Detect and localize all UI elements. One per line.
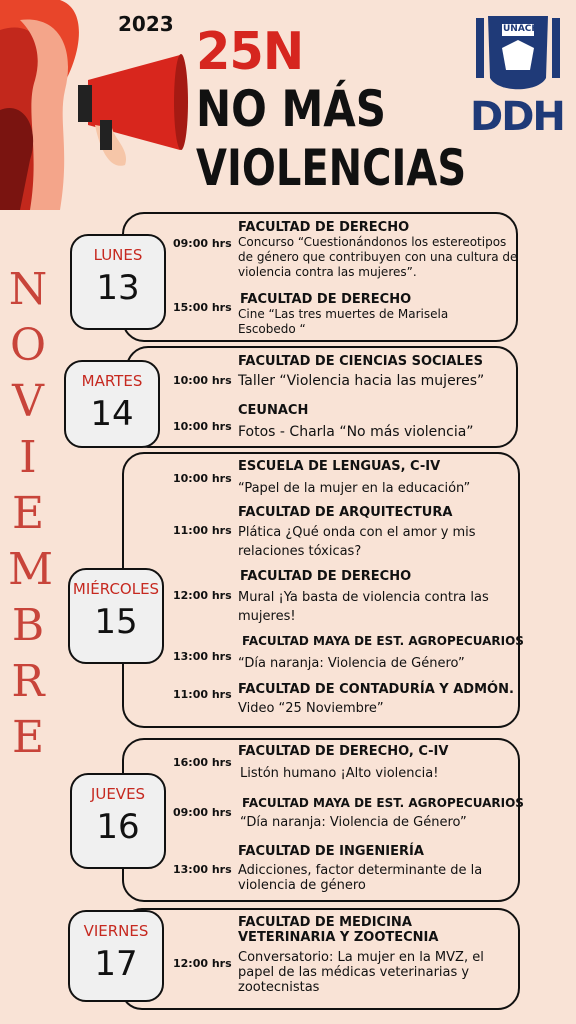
event-faculty: FACULTAD MAYA DE EST. AGROPECUARIOS [242, 796, 524, 810]
event-faculty: CEUNACH [238, 403, 309, 418]
month-letter: V [12, 376, 44, 427]
event-desc: “Día naranja: Violencia de Género” [240, 815, 467, 830]
event-time: 16:00 hrs [173, 756, 232, 769]
event-desc: Fotos - Charla “No más violencia” [238, 424, 474, 440]
month-letter: O [9, 320, 47, 371]
day-name: JUEVES [90, 785, 146, 803]
day-name: VIERNES [83, 922, 149, 940]
logo-bottom-text: DDH [470, 94, 564, 140]
day-number: 15 [94, 602, 138, 642]
day-box-jueves [70, 773, 166, 869]
event-faculty: FACULTAD DE DERECHO [238, 220, 410, 235]
event-faculty: FACULTAD DE DERECHO [240, 292, 412, 307]
event-faculty: FACULTAD DE DERECHO [240, 569, 412, 584]
event-desc: “Papel de la mujer en la educación” [238, 481, 471, 496]
event-faculty: FACULTAD DE MEDICINA VETERINARIA Y ZOOTECNIA [238, 915, 439, 945]
month-letter: N [8, 264, 48, 315]
event-faculty: FACULTAD DE CIENCIAS SOCIALES [238, 354, 483, 369]
day-number: 14 [90, 394, 134, 434]
event-time: 09:00 hrs [173, 237, 232, 250]
day-number: 16 [96, 807, 140, 847]
day-name: MARTES [81, 372, 143, 390]
event-faculty: FACULTAD DE CONTADURÍA Y ADMÓN. [238, 682, 514, 697]
event-time: 11:00 hrs [173, 688, 232, 701]
day-name: MIÉRCOLES [72, 580, 160, 598]
event-desc: “Día naranja: Violencia de Género” [238, 656, 465, 671]
day-number: 17 [94, 944, 138, 984]
day-box-lunes [70, 234, 166, 330]
event-desc: Conversatorio: La mujer en la MVZ, el papel de las médicas veterinarias y zootecnistas [238, 950, 484, 995]
event-time: 09:00 hrs [173, 806, 232, 819]
day-box-viernes [68, 910, 164, 1002]
event-time: 13:00 hrs [173, 650, 232, 663]
event-time: 12:00 hrs [173, 957, 232, 970]
title-line-2: VIOLENCIAS [196, 139, 467, 197]
year-label: 2023 [118, 12, 174, 36]
month-letter: I [19, 432, 37, 483]
month-vertical [8, 262, 54, 766]
month-letter: B [11, 600, 45, 651]
logo-top-text: UNACH [503, 24, 539, 34]
event-time: 10:00 hrs [173, 420, 232, 433]
event-faculty: FACULTAD DE INGENIERÍA [238, 844, 424, 859]
day-box-martes [64, 360, 160, 448]
month-letter: R [11, 656, 45, 707]
day-name: LUNES [93, 246, 143, 264]
event-time: 12:00 hrs [173, 589, 232, 602]
event-time: 10:00 hrs [173, 472, 232, 485]
event-faculty: FACULTAD DE DERECHO, C-IV [238, 744, 449, 759]
event-desc: Plática ¿Qué onda con el amor y mis relaciones tóxicas? [238, 525, 476, 559]
event-time: 11:00 hrs [173, 524, 232, 537]
event-desc: Adicciones, factor determinante de la violencia de género [238, 863, 483, 893]
title-25n: 25N [196, 22, 304, 82]
month-letter: E [11, 488, 45, 539]
event-time: 13:00 hrs [173, 863, 232, 876]
event-time: 10:00 hrs [173, 374, 232, 387]
event-desc: Taller “Violencia hacia las mujeres” [238, 373, 485, 389]
event-faculty: FACULTAD DE ARQUITECTURA [238, 505, 453, 520]
event-time: 15:00 hrs [173, 301, 232, 314]
event-desc: Listón humano ¡Alto violencia! [240, 766, 439, 781]
month-letter: E [11, 712, 45, 763]
event-desc: Concurso “Cuestionándonos los estereotipos de género que contribuyen con una cultura de violencia contra las mujeres”. [238, 235, 518, 279]
month-letter: M [8, 544, 54, 595]
day-number: 13 [96, 268, 140, 308]
unach-ddh-logo [468, 8, 568, 148]
event-faculty: ESCUELA DE LENGUAS, C-IV [238, 459, 441, 474]
event-desc: Cine “Las tres muertes de Marisela Escobedo “ [238, 307, 449, 336]
event-faculty: FACULTAD MAYA DE EST. AGROPECUARIOS [242, 634, 524, 648]
day-box-miercoles [68, 568, 164, 664]
event-desc: Mural ¡Ya basta de violencia contra las mujeres! [238, 590, 489, 624]
title-line-1: NO MÁS [196, 80, 387, 138]
event-desc: Video “25 Noviembre” [238, 701, 384, 716]
